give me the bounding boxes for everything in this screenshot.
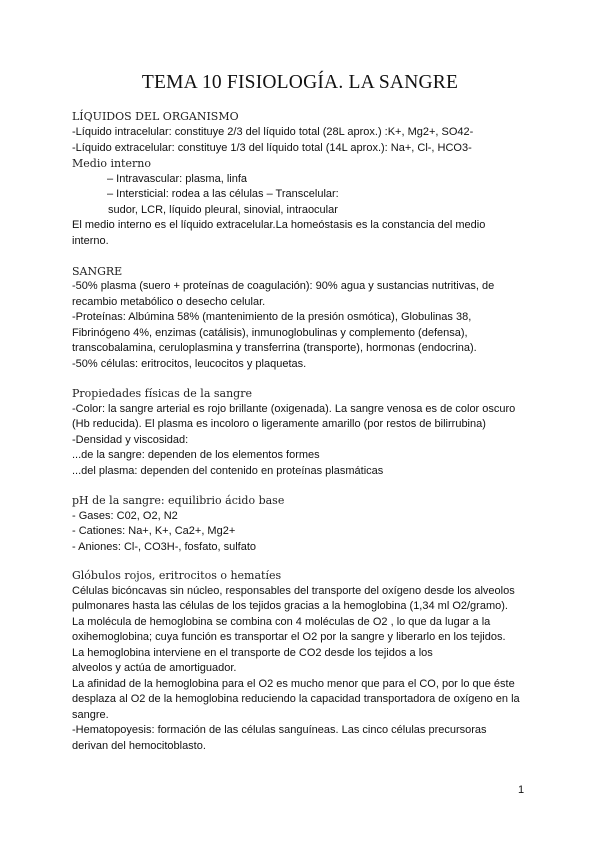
section-heading-ph: pH de la sangre: equilibrio ácido base — [72, 494, 285, 507]
text-line: - Gases: C02, O2, N2 — [72, 510, 178, 522]
text-line: oxihemoglobina; cuya función es transportar el O2 por la sangre y liberarlo en los tejidos. — [72, 631, 506, 643]
section-heading-liquidos: LÍQUIDOS DEL ORGANISMO — [72, 110, 239, 123]
text-line: transcobalamina, ceruloplasmina y transferrina (transporte), hormonas (endocrina). — [72, 342, 477, 354]
section-heading-propiedades: Propiedades físicas de la sangre — [72, 387, 252, 400]
text-line: La afinidad de la hemoglobina para el O2 es mucho menor que para el CO, por lo que éste — [72, 678, 515, 690]
text-line: – Intersticial: rodea a las células – Transcelular: — [107, 188, 339, 200]
text-line: Células bicóncavas sin núcleo, responsables del transporte del oxígeno desde los alveolos — [72, 585, 515, 597]
text-line: La hemoglobina interviene en el transporte de CO2 desde los tejidos a los — [72, 647, 433, 659]
text-line: -Proteínas: Albúmina 58% (mantenimiento de la presión osmótica), Globulinas 38, — [72, 311, 472, 323]
text-line: -Hematopoyesis: formación de las células sanguíneas. Las cinco células precursoras — [72, 724, 487, 736]
text-line: interno. — [72, 235, 109, 247]
text-line: -Densidad y viscosidad: — [72, 434, 189, 446]
text-line: - Cationes: Na+, K+, Ca2+, Mg2+ — [72, 525, 236, 537]
text-line: -50% plasma (suero + proteínas de coagulación): 90% agua y sustancias nutritivas, de — [72, 280, 495, 292]
page-number: 1 — [518, 784, 525, 796]
subheading-medio-interno: Medio interno — [72, 157, 151, 170]
text-line: alveolos y actúa de amortiguador. — [72, 662, 237, 674]
text-line: La molécula de hemoglobina se combina con 4 moléculas de O2 , lo que da lugar a la — [72, 616, 491, 628]
page-title: TEMA 10 FISIOLOGÍA. LA SANGRE — [141, 72, 459, 93]
text-line: Fibrinógeno 4%, enzimas (catálisis), inmunoglobulinas y complemento (defensa), — [72, 327, 468, 339]
text-line: -Color: la sangre arterial es rojo brillante (oxigenada). La sangre venosa es de color oscuro — [72, 403, 516, 415]
text-line: derivan del hemocitoblasto. — [72, 740, 206, 752]
section-heading-sangre: SANGRE — [72, 265, 123, 278]
text-line: ...del plasma: dependen del contenido en proteínas plasmáticas — [72, 465, 384, 477]
text-line: pulmonares hasta las células de los tejidos gracias a la hemoglobina (1,34 ml O2/gramo). — [72, 600, 508, 612]
text-line: -Líquido extracelular: constituye 1/3 del líquido total (14L aprox.): Na+, Cl-, HCO3- — [72, 142, 472, 154]
text-line: (Hb reducida). El plasma es incoloro o ligeramente amarillo (por restos de bilirrubina) — [72, 418, 486, 430]
text-line: ...de la sangre: dependen de los elementos formes — [72, 449, 320, 461]
section-heading-globulos: Glóbulos rojos, eritrocitos o hematíes — [72, 569, 282, 582]
text-line: sangre. — [72, 709, 109, 721]
text-line: sudor, LCR, líquido pleural, sinovial, intraocular — [108, 204, 338, 216]
text-line: -50% células: eritrocitos, leucocitos y plaquetas. — [72, 358, 307, 370]
text-line: – Intravascular: plasma, linfa — [107, 173, 248, 185]
text-line: desplaza al O2 de la hemoglobina reduciendo la capacidad transportadora de oxígeno en la — [72, 693, 520, 705]
text-line: recambio metabólico o desecho celular. — [72, 296, 266, 308]
text-line: -Líquido intracelular: constituye 2/3 del líquido total (28L aprox.) :K+, Mg2+, SO42- — [72, 126, 474, 138]
text-line: - Aniones: Cl-, CO3H-, fosfato, sulfato — [72, 541, 257, 553]
text-line: El medio interno es el líquido extracelular.La homeóstasis es la constancia del medio — [72, 219, 486, 231]
